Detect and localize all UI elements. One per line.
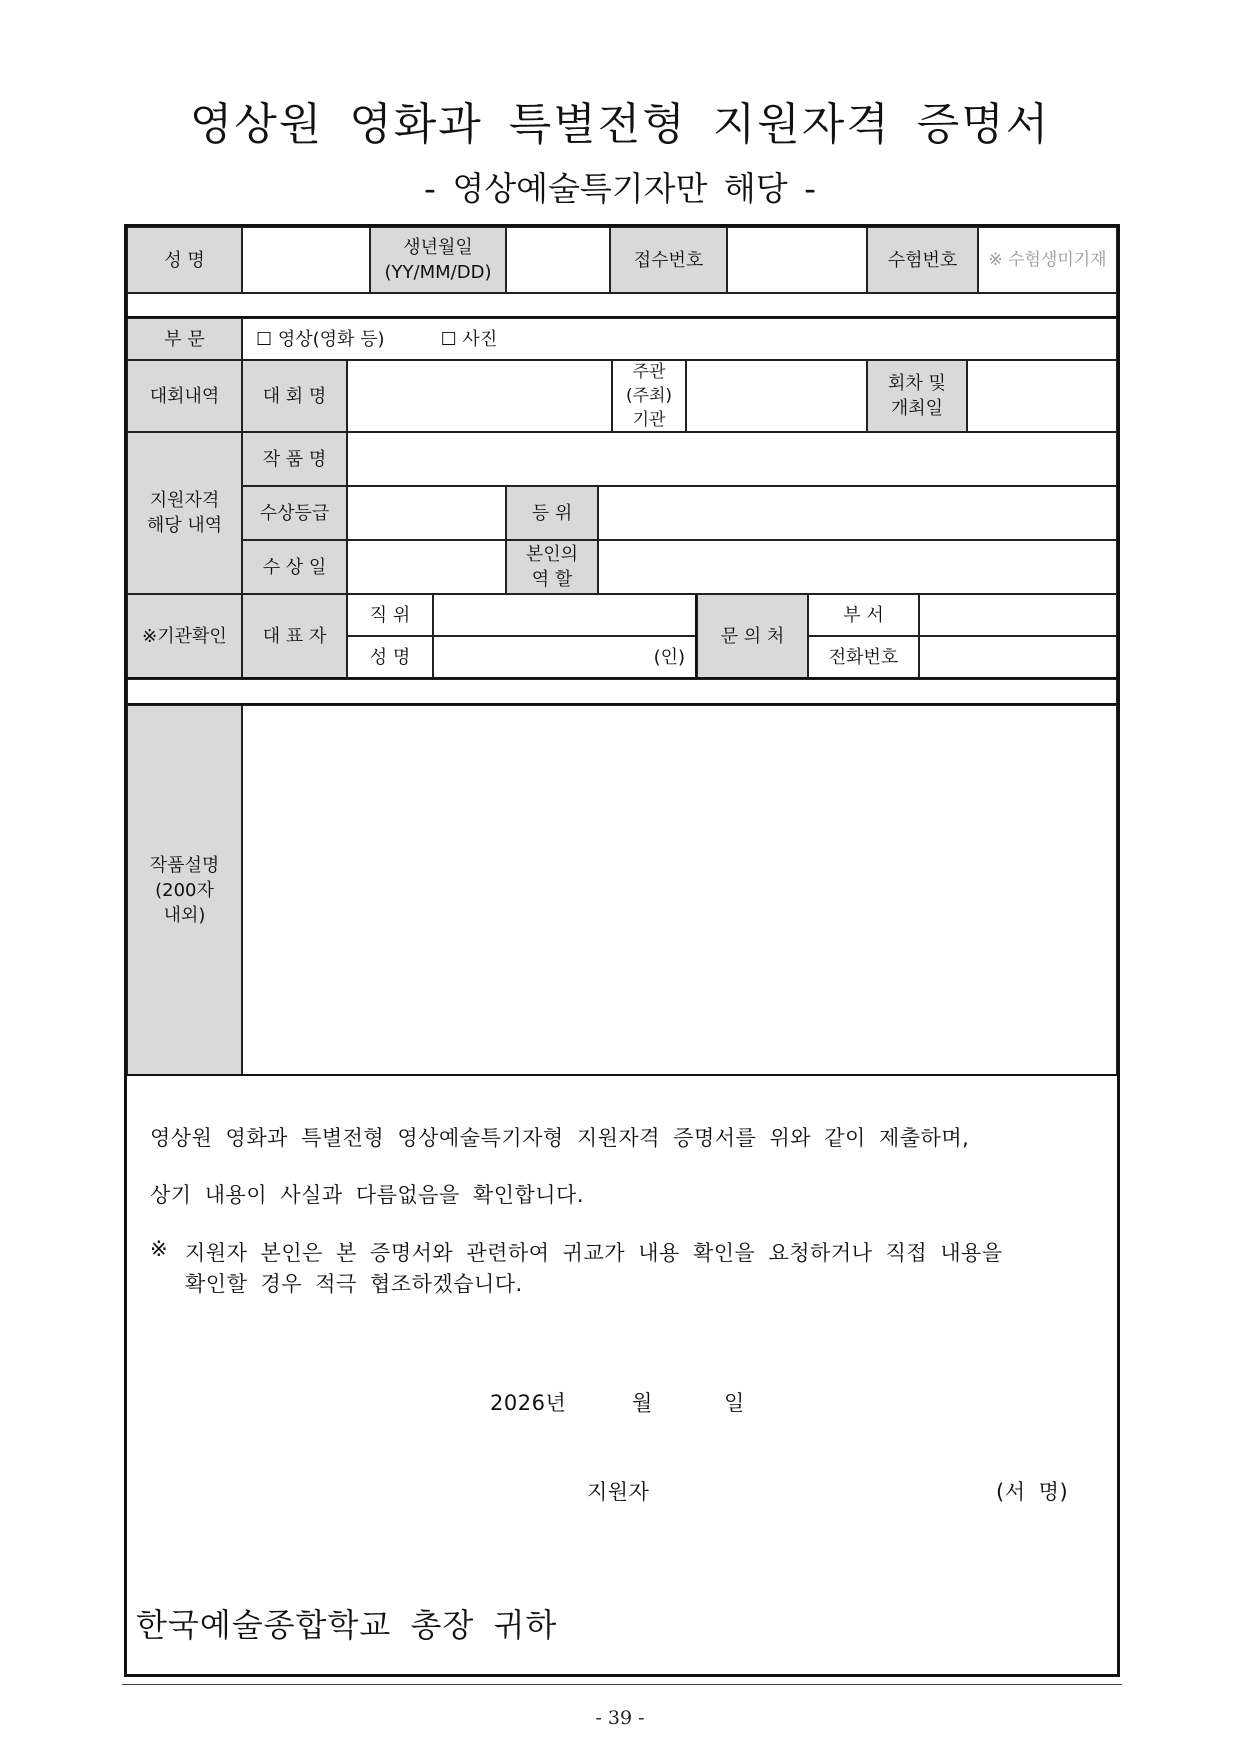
date-month: 월 (632, 1391, 653, 1415)
note-mark: ※ (150, 1237, 169, 1261)
exam-number-note: ※ 수험생미기재 (978, 227, 1117, 293)
position-field[interactable] (433, 594, 696, 636)
contest-name-label: 대 회 명 (242, 360, 347, 432)
division-options (242, 318, 1117, 360)
round-date-label: 회차 및 개최일 (867, 360, 967, 432)
receipt-field[interactable] (727, 227, 867, 293)
rep-name-label: 성 명 (347, 636, 433, 678)
spacer-row (127, 679, 1117, 704)
institution-check-label: ※기관확인 (127, 594, 242, 678)
description-label: 작품설명 (200자 내외) (127, 705, 242, 1075)
page-number: - 39 - (595, 1707, 645, 1729)
checkbox-photo[interactable]: ☐ 사진 (440, 328, 498, 350)
contact-label: 문 의 처 (697, 594, 808, 678)
date-year: 2026년 (490, 1391, 567, 1415)
department-label: 부 서 (808, 594, 919, 636)
footer-divider (122, 1684, 1122, 1685)
exam-number-label: 수험번호 (867, 227, 978, 293)
document-title: 영상원 영화과 특별전형 지원자격 증명서 (189, 99, 1051, 150)
date-day: 일 (724, 1391, 745, 1415)
phone-field[interactable] (919, 636, 1117, 678)
organizer-label: 주관 (주최) 기관 (612, 360, 686, 432)
note-line-1: 지원자 본인은 본 증명서와 관련하여 귀교가 내용 확인을 요청하거나 직접 내용을 (185, 1241, 1003, 1265)
addressee: 한국예술종합학교 총장 귀하 (136, 1606, 558, 1644)
note-line-2: 확인할 경우 적극 협조하겠습니다. (185, 1272, 523, 1296)
work-title-field[interactable] (347, 432, 1117, 486)
seal-label: (인) (653, 646, 685, 668)
applicant-label: 지원자 (587, 1480, 650, 1504)
birth-field[interactable] (506, 227, 610, 293)
award-date-field[interactable] (347, 540, 506, 594)
checkbox-video[interactable]: ☐ 영상(영화 등) (256, 328, 385, 350)
award-grade-label: 수상등급 (242, 486, 347, 540)
work-title-label: 작 품 명 (242, 432, 347, 486)
award-grade-field[interactable] (347, 486, 506, 540)
round-date-field[interactable] (967, 360, 1117, 432)
position-label: 직 위 (347, 594, 433, 636)
qualification-label: 지원자격 해당 내역 (127, 432, 242, 594)
receipt-label: 접수번호 (610, 227, 727, 293)
name-label: 성 명 (127, 227, 242, 293)
birth-label: 생년월일 (YY/MM/DD) (370, 227, 506, 293)
division-label: 부 문 (127, 318, 242, 360)
representative-label: 대 표 자 (242, 594, 347, 678)
description-field[interactable] (242, 705, 1117, 1075)
department-field[interactable] (919, 594, 1117, 636)
contest-name-field[interactable] (347, 360, 612, 432)
contest-label: 대회내역 (127, 360, 242, 432)
phone-label: 전화번호 (808, 636, 919, 678)
signature-label[interactable]: (서 명) (996, 1480, 1069, 1504)
rep-name-field[interactable] (433, 636, 696, 678)
rank-label: 등 위 (506, 486, 598, 540)
role-label: 본인의 역 할 (506, 540, 598, 594)
divider-line (125, 1074, 1119, 1076)
declaration-line-1: 영상원 영화과 특별전형 영상예술특기자형 지원자격 증명서를 위와 같이 제출하며, (150, 1126, 970, 1150)
organizer-field[interactable] (686, 360, 867, 432)
spacer-row (127, 293, 1117, 317)
role-field[interactable] (598, 540, 1117, 594)
name-field[interactable] (242, 227, 370, 293)
award-date-label: 수 상 일 (242, 540, 347, 594)
declaration-line-2: 상기 내용이 사실과 다름없음을 확인합니다. (150, 1183, 585, 1207)
rank-field[interactable] (598, 486, 1117, 540)
document-subtitle: - 영상예술특기자만 해당 - (423, 169, 817, 208)
